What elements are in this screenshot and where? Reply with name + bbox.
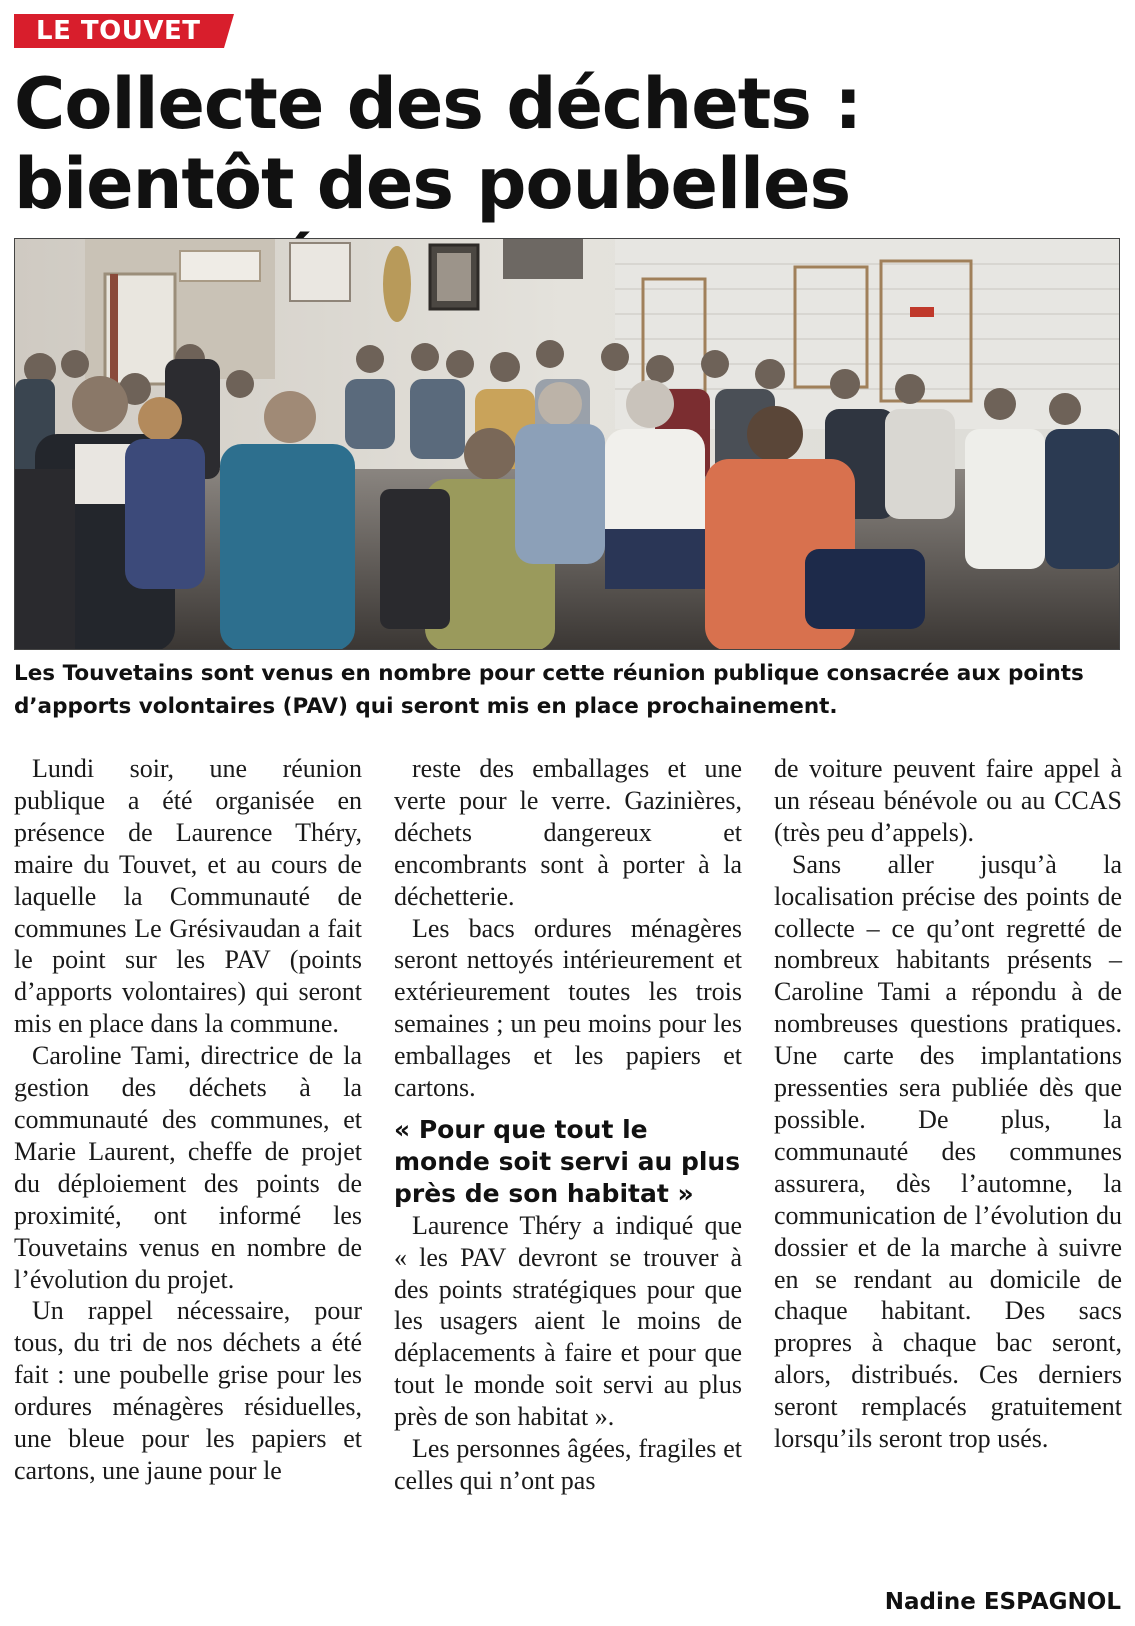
article-photo — [14, 238, 1120, 650]
paragraph: Les bacs ordures ménagères seront nettoyés intérieurement et extérieurement toutes les trois semaines ; un peu moins pour les emballages et les papiers et cartons. — [394, 913, 742, 1103]
article-column-2 — [394, 753, 742, 1497]
photo-caption: Les Touvetains sont venus en nombre pour cette réunion publique consacrée aux points d’apports volontaires (PAV) qui seront mis en place prochainement. — [14, 661, 1084, 719]
paragraph: Laurence Théry a indiqué que « les PAV devront se trouver à des points stratégiques pour que les usagers aient le moins de déplacements à faire et pour que tout le monde soit servi au plus près de son habitat ». — [394, 1210, 742, 1432]
meeting-room-photo — [15, 239, 1120, 650]
paragraph: Un rappel nécessaire, pour tous, du tri de nos déchets a été fait : une poubelle grise pour les ordures ménagères résiduelles, une bleue pour les papiers et cartons, une jaune pour le — [14, 1296, 362, 1485]
paragraph: Lundi soir, une réunion publique a été organisée en présence de Laurence Théry, maire du Touvet, et au cours de laquelle la Communauté de communes Le Grésivaudan a fait le point sur les PAV (points d’apports volontaires) qui seront mis en place dans la commune. — [14, 754, 362, 1039]
paragraph: Caroline Tami, directrice de la gestion des déchets à la communauté des communes, et Marie Laurent, cheffe de projet du déploiement des points de proximité, ont informé les Touvetains venus en nombre de l’évolution du projet. — [14, 1041, 362, 1294]
paragraph: Les personnes âgées, fragiles et celles qui n’ont pas — [394, 1434, 742, 1495]
subheading: « Pour que tout le monde soit servi au plus près de son habitat » — [394, 1114, 741, 1208]
paragraph: de voiture peuvent faire appel à un réseau bénévole ou au CCAS (très peu d’appels). — [774, 754, 1122, 847]
article-column-3 — [774, 753, 1122, 1455]
author-byline: Nadine ESPAGNOL — [884, 1589, 1121, 1615]
headline: Collecte des déchets : bientôt des poubelles — [14, 63, 862, 225]
article-column-1 — [14, 753, 362, 1487]
kicker-label: LE TOUVET — [36, 16, 201, 46]
section-kicker — [14, 14, 234, 48]
paragraph: reste des emballages et une verte pour le verre. Gazinières, déchets dangereux et encombrants sont à porter à la déchetterie. — [394, 754, 742, 911]
paragraph: Sans aller jusqu’à la localisation précise des points de collecte – ce qu’ont regretté de nombreux habitants présents – Caroline Tami a répondu à de nombreuses questions pratiques. Une carte des implantations pressenties sera publiée dès que possible. De plus, la communauté des communes assurera, dès l’automne, la communication de l’évolution du dossier et de la marche à suivre en se rendant au domicile de chaque habitant. Des sacs propres à chaque bac seront, alors, distribués. Ces derniers seront remplacés gratuitement lorsqu’ils seront trop usés. — [774, 849, 1122, 1454]
